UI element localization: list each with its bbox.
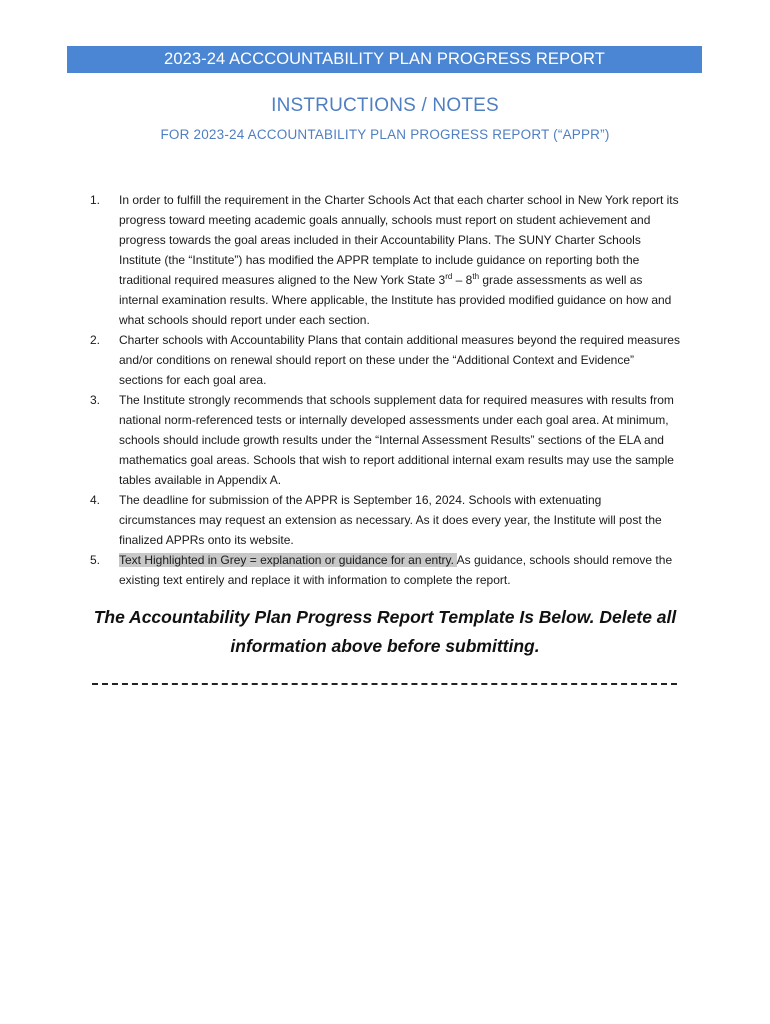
list-item-number: 4. [90, 493, 101, 507]
instructions-heading: INSTRUCTIONS / NOTES [271, 95, 499, 116]
superscript: th [472, 272, 480, 281]
list-item-number: 2. [90, 333, 101, 347]
template-below-note: The Accountability Plan Progress Report Template Is Below. Delete all information above before submitting. [93, 607, 677, 656]
list-item-text: In order to fulfill the requirement in the Charter Schools Act that each charter school in New York report its progress toward meeting academic goals annually, schools must report on student achievement and progress towards the goal areas included in their Accountability Plans. The SUNY Charter Schools Institute (the “Institute”) has modified the APPR template to include guidance on reporting both the traditional required measures aligned to the New York State 3rd – 8th grade assessments as well as internal examination results. Where applicable, the Institute has provided modified guidance on how and what schools should report under each section. [119, 193, 679, 327]
list-item [90, 550, 680, 590]
list-item-text: The deadline for submission of the APPR is September 16, 2024. Schools with extenuating circumstances may request an extension as necessary. As it does every year, the Institute will post the finalized APPRs onto its website. [119, 493, 662, 547]
list-item-text: Charter schools with Accountability Plans that contain additional measures beyond the required measures and/or conditions on renewal should report on these under the “Additional Context and Evidence” sections for each goal area. [119, 333, 680, 387]
list-item [90, 490, 680, 550]
grey-highlight-text: Text Highlighted in Grey = explanation or guidance for an entry. [119, 553, 457, 567]
list-item-number: 5. [90, 553, 101, 567]
list-item [90, 390, 680, 490]
list-item-number: 3. [90, 393, 101, 407]
report-title-banner: 2023-24 ACCCOUNTABILITY PLAN PROGRESS REPORT [67, 46, 702, 73]
list-item-number: 1. [90, 193, 101, 207]
list-item [90, 190, 680, 330]
list-item [90, 330, 680, 390]
list-item-text: Text Highlighted in Grey = explanation or guidance for an entry. As guidance, schools should remove the existing text entirely and replace it with information to complete the report. [119, 553, 673, 587]
list-item-text: The Institute strongly recommends that schools supplement data for required measures with results from national norm-referenced tests or internally developed assessments under each goal area. At minimum, schools should include growth results under the “Internal Assessment Results” sections of the ELA and mathematics goal areas. Schools that wish to report additional internal exam results may use the sample tables available in Appendix A. [119, 393, 674, 487]
instructions-subheading: FOR 2023-24 ACCOUNTABILITY PLAN PROGRESS REPORT (“APPR”) [160, 127, 610, 142]
dashed-separator [92, 683, 677, 685]
instructions-list [90, 190, 680, 590]
superscript: rd [445, 272, 453, 281]
